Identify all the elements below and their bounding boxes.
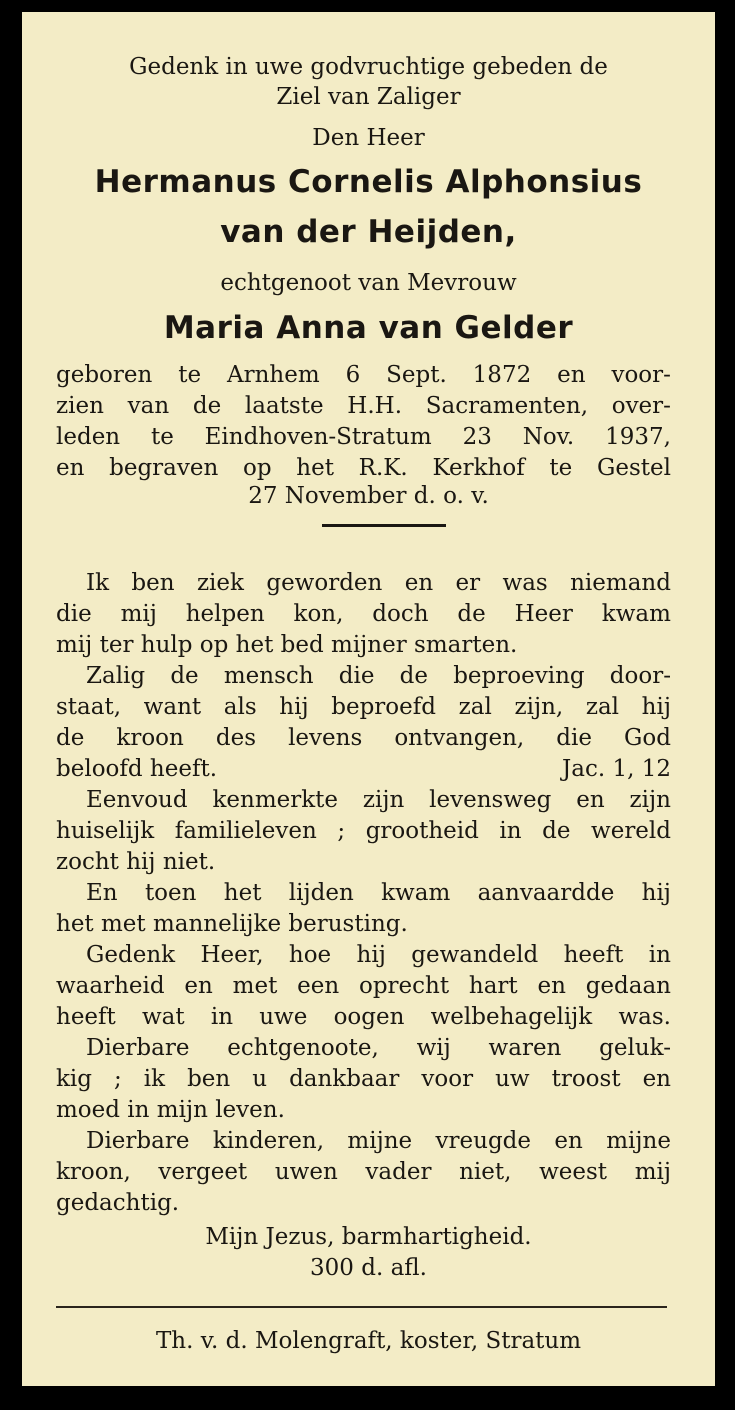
word: 23	[462, 424, 492, 450]
text-line	[86, 1128, 671, 1154]
word: Dierbare	[86, 1035, 190, 1061]
word: en	[537, 973, 566, 999]
word: mijne	[606, 1128, 671, 1154]
word: R.K.	[358, 455, 408, 481]
text-line	[56, 694, 671, 720]
word: mijne	[347, 1128, 413, 1154]
printer-credit: Th. v. d. Molengraft, koster, Stratum	[155, 1328, 582, 1354]
word: kinderen,	[212, 1128, 325, 1154]
text-line	[86, 880, 671, 906]
word: in	[648, 942, 671, 968]
word: begraven	[109, 455, 219, 481]
word: in	[499, 818, 522, 844]
word: dankbaar	[289, 1066, 400, 1092]
word: wereld	[591, 818, 671, 844]
header-line-1: Gedenk in uwe godvruchtige gebeden de	[129, 54, 608, 80]
bio-line	[56, 455, 671, 481]
text-line	[86, 787, 671, 813]
word: weest	[539, 1159, 608, 1185]
word: over-	[611, 393, 671, 419]
word: hij	[641, 880, 671, 906]
word: gewandeld	[411, 942, 539, 968]
divider-long	[56, 1306, 667, 1308]
text-line: mij ter hulp op het bed mijner smarten.	[56, 632, 518, 658]
word: uwen	[274, 1159, 338, 1185]
word: hoe	[288, 942, 332, 968]
word: 1872	[472, 362, 532, 388]
text-line	[86, 942, 671, 968]
word: lijden	[288, 880, 354, 906]
text-line	[56, 1066, 671, 1092]
word: huiselijk	[56, 818, 155, 844]
word: Zalig	[86, 663, 146, 689]
word: er	[455, 570, 481, 596]
word: een	[297, 973, 340, 999]
word: Eindhoven-Stratum	[204, 424, 432, 450]
word: grootheid	[365, 818, 479, 844]
word: Ik	[86, 570, 110, 596]
spouse-intro: echtgenoot van Mevrouw	[220, 270, 517, 296]
word: de	[542, 818, 571, 844]
text-line	[56, 601, 671, 627]
text-line	[56, 818, 671, 844]
word: 1937,	[605, 424, 671, 450]
word: was.	[618, 1004, 671, 1030]
text-line: het met mannelijke berusting.	[56, 911, 408, 937]
word: Kerkhof	[432, 455, 525, 481]
word: heeft	[563, 942, 624, 968]
word: welbehagelijk	[430, 1004, 593, 1030]
word: en	[404, 570, 434, 596]
word: levens	[288, 725, 363, 751]
word: waarheid	[56, 973, 165, 999]
word: Arnhem	[227, 362, 320, 388]
word: en	[56, 455, 85, 481]
word: kig	[56, 1066, 93, 1092]
word: ;	[114, 1066, 122, 1092]
word: vergeet	[158, 1159, 248, 1185]
word: mij	[634, 1159, 671, 1185]
header-line-2: Ziel van Zaliger	[276, 84, 461, 110]
word: uwe	[259, 1004, 308, 1030]
word: zijn	[629, 787, 671, 813]
word: vreugde	[435, 1128, 532, 1154]
word: niet,	[459, 1159, 512, 1185]
word: kroon	[116, 725, 184, 751]
word: H.H.	[347, 393, 403, 419]
word: kwam	[381, 880, 451, 906]
word: van	[127, 393, 170, 419]
word: met	[232, 973, 278, 999]
word: ben	[187, 1066, 231, 1092]
word: hij	[279, 694, 309, 720]
word: ontvangen,	[394, 725, 525, 751]
word: ziek	[196, 570, 244, 596]
word: kroon,	[56, 1159, 131, 1185]
text-line: gedachtig.	[56, 1190, 180, 1216]
text-line: zocht hij niet.	[56, 849, 216, 875]
word: die	[338, 663, 375, 689]
deceased-name-line-1: Hermanus Cornelis Alphonsius	[94, 164, 643, 200]
text-line: moed in mijn leven.	[56, 1097, 285, 1123]
word: de	[457, 601, 486, 627]
word: heeft	[56, 1004, 116, 1030]
word: geworden	[266, 570, 383, 596]
word: die	[56, 601, 92, 627]
header-line-3: Den Heer	[312, 125, 425, 151]
word: en	[576, 787, 605, 813]
word: voor	[421, 1066, 474, 1092]
word: kon,	[293, 601, 344, 627]
word: hart	[468, 973, 518, 999]
word: uw	[495, 1066, 530, 1092]
word: wij	[416, 1035, 451, 1061]
word: het	[223, 880, 262, 906]
word: kwam	[601, 601, 671, 627]
word: geboren	[56, 362, 153, 388]
word: Heer	[514, 601, 573, 627]
bio-line	[56, 393, 671, 419]
word: en	[184, 973, 213, 999]
word: die	[556, 725, 592, 751]
word: de	[192, 393, 222, 419]
word: de	[170, 663, 199, 689]
word: u	[252, 1066, 268, 1092]
word: des	[215, 725, 257, 751]
word: te	[549, 455, 573, 481]
word: zal	[585, 694, 620, 720]
word: hij	[641, 694, 671, 720]
word: de	[56, 725, 85, 751]
word: de	[399, 663, 429, 689]
word: want	[143, 694, 202, 720]
word: door-	[609, 663, 671, 689]
word: te	[178, 362, 202, 388]
word: waren	[488, 1035, 562, 1061]
bible-citation: Jac. 1, 12	[562, 756, 671, 782]
text-line	[86, 570, 671, 596]
word: het	[296, 455, 334, 481]
word: wat	[142, 1004, 185, 1030]
word: staat,	[56, 694, 122, 720]
text-line	[56, 1004, 671, 1030]
word: geluk-	[599, 1035, 671, 1061]
word: op	[243, 455, 272, 481]
word: en	[642, 1066, 671, 1092]
word: doch	[372, 601, 429, 627]
word: oprecht	[358, 973, 450, 999]
word: als	[223, 694, 257, 720]
word: En	[86, 880, 118, 906]
word: in	[210, 1004, 234, 1030]
word: mij	[120, 601, 157, 627]
word: God	[624, 725, 671, 751]
word: te	[150, 424, 174, 450]
bio-line-last: 27 November d. o. v.	[248, 483, 489, 509]
word: niemand	[570, 570, 671, 596]
word: familieleven	[174, 818, 317, 844]
closing-prayer: Mijn Jezus, barmhartigheid.	[205, 1224, 532, 1250]
text-line	[56, 973, 671, 999]
word: zijn,	[514, 694, 564, 720]
word: ;	[337, 818, 346, 844]
word: echtgenoote,	[227, 1035, 379, 1061]
indulgence: 300 d. afl.	[310, 1255, 427, 1281]
word: ik	[143, 1066, 166, 1092]
word: Eenvoud	[86, 787, 188, 813]
word: zal	[458, 694, 492, 720]
word: 6	[345, 362, 361, 388]
word: leden	[56, 424, 121, 450]
word: Nov.	[522, 424, 575, 450]
word: Sacramenten,	[425, 393, 589, 419]
bio-line	[56, 362, 671, 388]
text-line	[86, 663, 671, 689]
word: troost	[551, 1066, 621, 1092]
divider-short	[322, 524, 446, 527]
word: helpen	[185, 601, 265, 627]
word: oogen	[333, 1004, 405, 1030]
text-line-citation	[56, 756, 671, 782]
word: levensweg	[429, 787, 552, 813]
word: ben	[131, 570, 175, 596]
spouse-name: Maria Anna van Gelder	[163, 310, 574, 346]
text-line	[56, 725, 671, 751]
word: en	[554, 1128, 583, 1154]
word: aanvaardde	[477, 880, 615, 906]
text-line	[86, 1035, 671, 1061]
word: zijn	[362, 787, 405, 813]
text-fragment: beloofd heeft.	[56, 756, 218, 782]
word: gedaan	[585, 973, 671, 999]
word: hij	[356, 942, 386, 968]
memorial-card	[22, 12, 715, 1386]
word: beproefd	[331, 694, 436, 720]
word: beproeving	[453, 663, 585, 689]
word: Sept.	[386, 362, 447, 388]
word: Heer,	[200, 942, 264, 968]
word: Dierbare	[86, 1128, 190, 1154]
word: kenmerkte	[212, 787, 339, 813]
word: was	[502, 570, 548, 596]
deceased-name-line-2: van der Heijden,	[220, 214, 517, 250]
word: voor-	[611, 362, 671, 388]
word: Gedenk	[86, 942, 176, 968]
word: en	[557, 362, 586, 388]
bio-line	[56, 424, 671, 450]
word: mensch	[223, 663, 314, 689]
text-line	[56, 1159, 671, 1185]
word: vader	[365, 1159, 432, 1185]
word: zien	[56, 393, 104, 419]
word: toen	[144, 880, 197, 906]
word: laatste	[244, 393, 324, 419]
word: Gestel	[596, 455, 671, 481]
